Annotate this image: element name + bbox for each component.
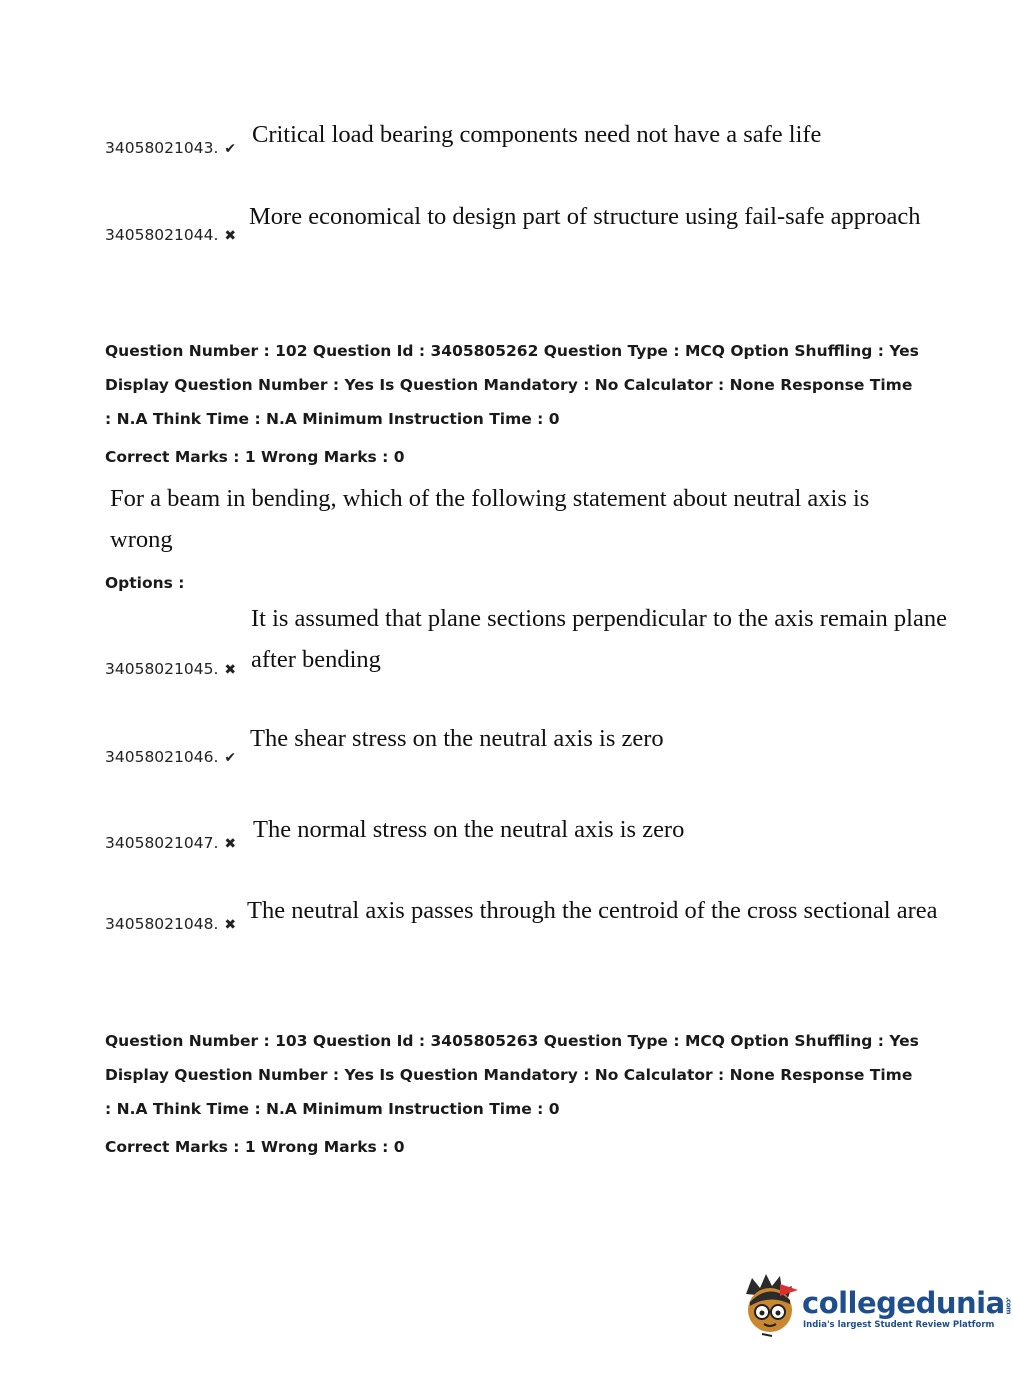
marks-line: Correct Marks : 1 Wrong Marks : 0 <box>105 448 405 466</box>
option-row <box>105 834 236 852</box>
option-id: 34058021048. <box>105 915 219 933</box>
brand-logo <box>740 1272 1013 1342</box>
option-row <box>105 226 236 244</box>
correct-check-icon: ✔ <box>224 750 237 766</box>
correct-check-icon: ✔ <box>224 141 237 157</box>
brand-suffix: .com <box>1004 1296 1013 1314</box>
option-id: 34058021044. <box>105 226 219 244</box>
meta-line: Question Number : 103 Question Id : 3405805263 Question Type : MCQ Option Shuffling : Yes <box>105 1032 919 1050</box>
option-id: 34058021045. <box>105 660 219 678</box>
wrong-cross-icon: ✖ <box>224 228 237 244</box>
option-text <box>251 598 947 680</box>
option-text: The neutral axis passes through the centroid of the cross sectional area <box>247 897 938 924</box>
option-line: after bending <box>251 646 381 673</box>
question-meta-103 <box>105 1024 919 1164</box>
marks-line: Correct Marks : 1 Wrong Marks : 0 <box>105 1138 405 1156</box>
option-id: 34058021043. <box>105 139 219 157</box>
question-line: wrong <box>110 526 173 553</box>
question-line: For a beam in bending, which of the following statement about neutral axis is <box>110 485 870 512</box>
option-id: 34058021047. <box>105 834 219 852</box>
brand-tagline: India's largest Student Review Platform <box>803 1320 995 1330</box>
meta-line: Display Question Number : Yes Is Question Mandatory : No Calculator : None Response Time <box>105 1066 913 1084</box>
option-row <box>105 139 236 157</box>
question-text <box>110 478 869 560</box>
option-row <box>105 660 236 678</box>
option-text: The shear stress on the neutral axis is zero <box>250 725 664 752</box>
wrong-cross-icon: ✖ <box>224 662 237 678</box>
option-text: Critical load bearing components need not have a safe life <box>252 121 822 148</box>
meta-line: : N.A Think Time : N.A Minimum Instruction Time : 0 <box>105 1100 560 1118</box>
wrong-cross-icon: ✖ <box>224 836 237 852</box>
option-id: 34058021046. <box>105 748 219 766</box>
meta-line: Question Number : 102 Question Id : 3405805262 Question Type : MCQ Option Shuffling : Yes <box>105 342 919 360</box>
option-text: More economical to design part of structure using fail-safe approach <box>249 203 921 230</box>
wrong-cross-icon: ✖ <box>224 917 237 933</box>
options-label: Options : <box>105 574 185 592</box>
brand-name: collegedunia <box>802 1286 1005 1320</box>
option-text: The normal stress on the neutral axis is zero <box>253 816 685 843</box>
mascot-icon <box>740 1272 802 1340</box>
meta-line: : N.A Think Time : N.A Minimum Instruction Time : 0 <box>105 410 560 428</box>
meta-line: Display Question Number : Yes Is Question Mandatory : No Calculator : None Response Time <box>105 376 913 394</box>
question-meta-102 <box>105 334 919 474</box>
option-row <box>105 748 236 766</box>
option-row <box>105 915 236 933</box>
option-line: It is assumed that plane sections perpendicular to the axis remain plane <box>251 605 947 632</box>
